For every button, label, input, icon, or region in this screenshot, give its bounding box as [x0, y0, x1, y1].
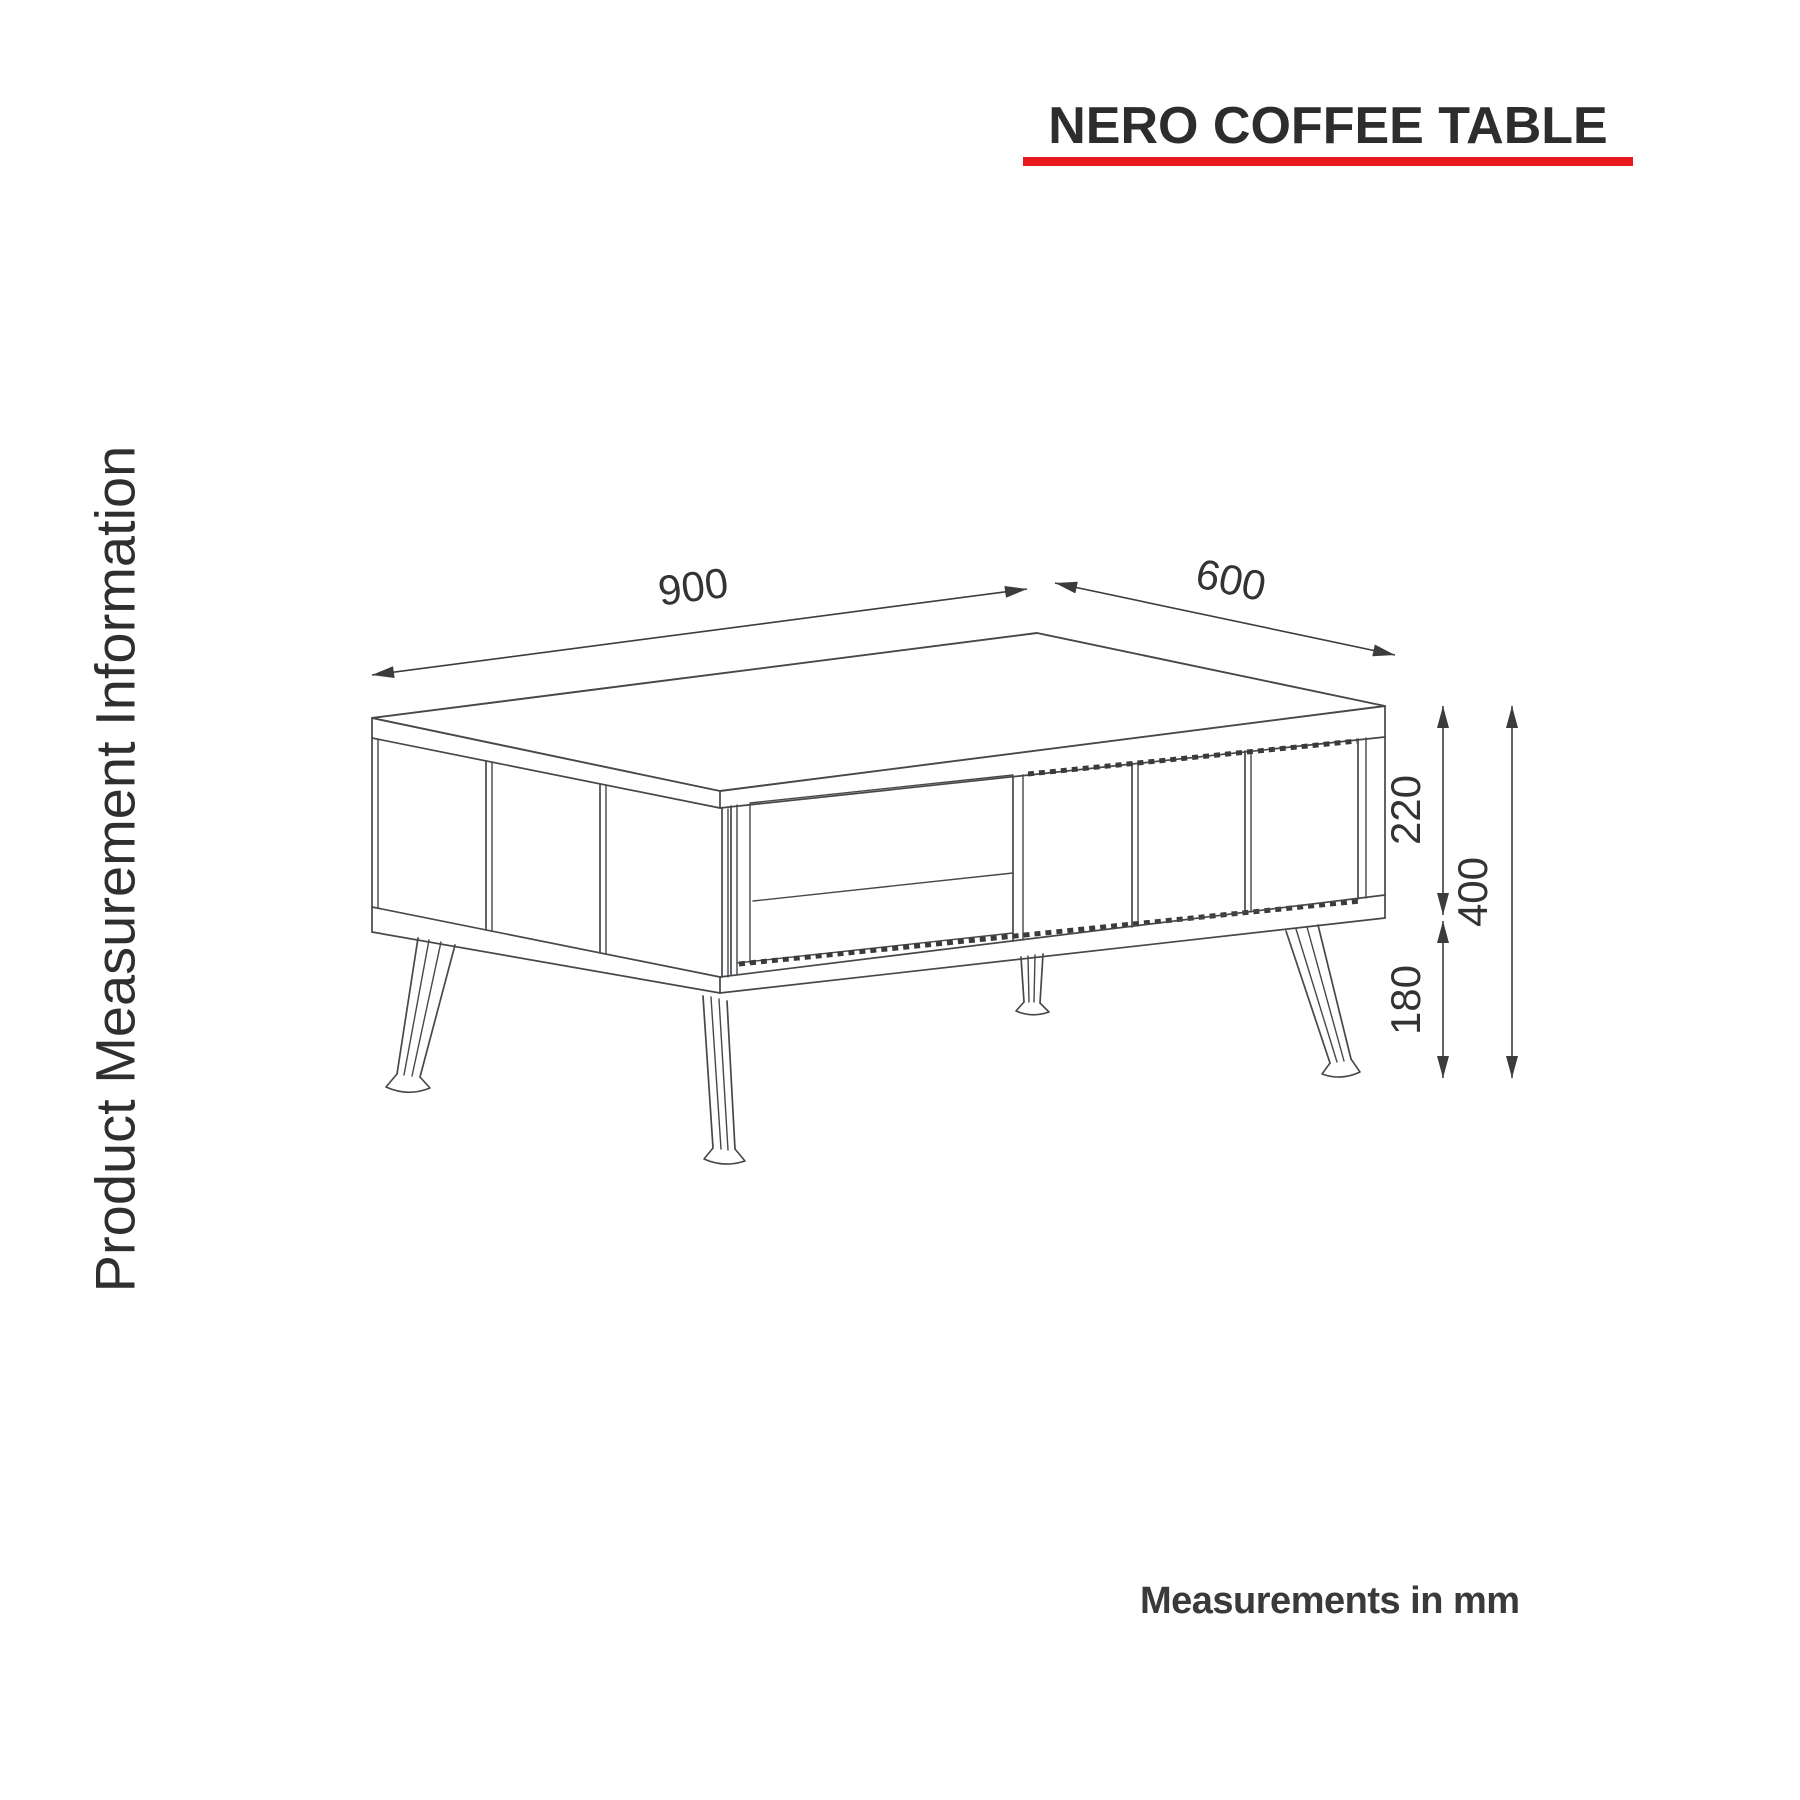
leg-front-right [1286, 925, 1360, 1077]
side-label-vertical: Product Measurement Information [83, 445, 147, 1293]
footer-note: Measurements in mm [1140, 1580, 1520, 1622]
leg-front-left [703, 996, 745, 1164]
tabletop [372, 633, 1385, 808]
dimension-label-width: 900 [655, 558, 731, 615]
dimension-leg-height-180 [1382, 921, 1449, 1078]
dimension-width-900 [372, 559, 1027, 678]
page-title: NERO COFFEE TABLE [1048, 97, 1608, 155]
plinth [372, 895, 1385, 993]
leg-back-right [1016, 954, 1049, 1015]
dimension-total-height-400 [1449, 706, 1518, 1078]
dimension-label-total-height: 400 [1449, 856, 1496, 928]
dimension-label-depth: 600 [1191, 549, 1271, 611]
leg-back-left [386, 938, 455, 1092]
dimension-label-leg-height: 180 [1382, 964, 1429, 1036]
dimension-depth-600 [1055, 550, 1395, 657]
dimension-label-carcass-height: 220 [1382, 774, 1429, 846]
open-shelf-interior [737, 775, 1013, 963]
dimension-carcass-height-220 [1382, 706, 1449, 915]
